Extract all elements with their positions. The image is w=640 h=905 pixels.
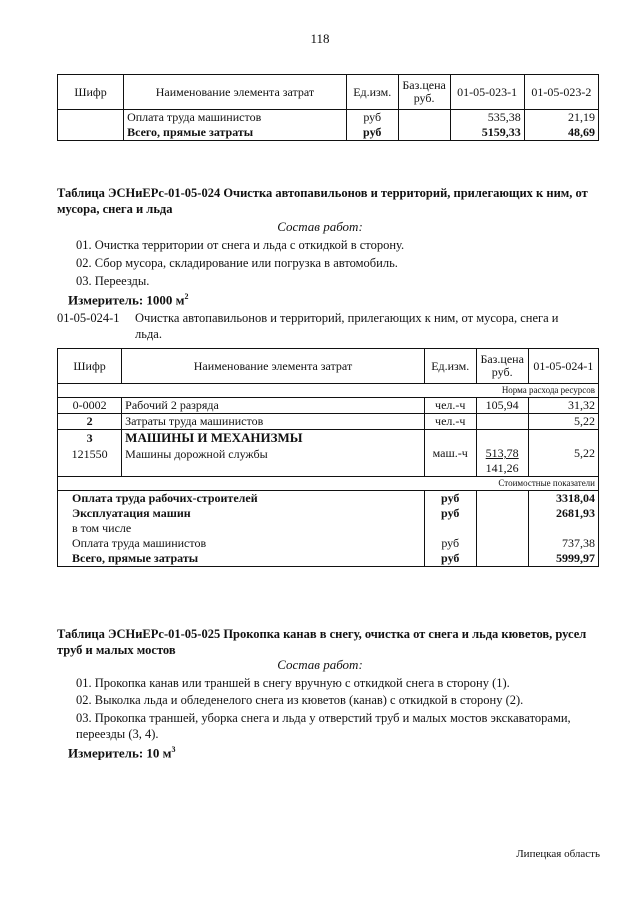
col-header: Баз.цена руб.: [476, 349, 528, 384]
table-row: в том числе: [58, 521, 599, 536]
section-title-024: Таблица ЭСНиЕРс-01-05-024 Очистка автопавильонов и территорий, прилегающих к ним, от мусора, снега и льда: [57, 186, 588, 216]
col-header: Шифр: [58, 349, 122, 384]
col-header: 01-05-023-1: [450, 75, 524, 110]
col-header: 01-05-023-2: [524, 75, 598, 110]
cost-table-023: [57, 74, 599, 141]
cost-label: Стоимостные показатели: [58, 477, 599, 491]
table-row: 2 Затраты труда машинистов чел.-ч 5,22: [58, 414, 599, 430]
table-row: 3 121550 МАШИНЫ И МЕХАНИЗМЫ Машины дорожной службы маш.-ч 513,78 141,26 5,22: [58, 430, 599, 477]
work-item: 01. Прокопка канав или траншей в снегу вручную с откидкой снега в сторону (1).: [76, 676, 510, 690]
resource-table-024: [57, 348, 599, 567]
work-item: 03. Переезды.: [76, 274, 150, 288]
table-row: Всего, прямые затраты руб 5999,97: [58, 551, 599, 567]
region-footer: Липецкая область: [516, 848, 600, 860]
norm-description: Очистка автопавильонов и территорий, прилегающих к ним, от мусора, снега и льда.: [135, 311, 559, 341]
work-composition-label: Состав работ:: [277, 219, 363, 234]
work-item: 02. Сбор мусора, складирование или погрузка в автомобиль.: [76, 256, 398, 270]
col-header: Наименование элемента затрат: [124, 75, 347, 110]
work-item: 01. Очистка территории от снега и льда с откидкой в сторону.: [76, 238, 405, 252]
work-item: 03. Прокопка траншей, уборка снега и льда у отверстий труб и малых мостов экскаваторами, переезды (3, 4).: [76, 711, 571, 741]
page-number: 118: [310, 31, 330, 46]
norm-code: 01-05-024-1: [57, 311, 120, 325]
table-row: Оплата труда рабочих-строителей руб 3318,04: [58, 491, 599, 507]
measure-unit: Измеритель: 10 $м^3$: [68, 745, 176, 761]
col-header: Шифр: [58, 75, 124, 110]
table-row: Оплата труда машинистов руб 535,38 21,19: [58, 110, 599, 126]
work-composition-label: Состав работ:: [277, 657, 363, 672]
col-header: Баз.цена руб.: [398, 75, 450, 110]
measure-unit: Измеритель: 1000 $м^2$: [68, 292, 189, 308]
table-row: Всего, прямые затраты руб 5159,33 48,69: [58, 125, 599, 141]
col-header: Ед.изм.: [346, 75, 398, 110]
table-row: Оплата труда машинистов руб 737,38: [58, 536, 599, 551]
col-header: 01-05-024-1: [528, 349, 598, 384]
col-header: Наименование элемента затрат: [122, 349, 425, 384]
section-title-025: Таблица ЭСНиЕРс-01-05-025 Прокопка канав в снегу, очистка от снега и льда кюветов, русел труб и малых мостов: [57, 627, 587, 657]
work-item: 02. Выколка льда и обледенелого снега из кюветов (канав) с откидкой в сторону (2).: [76, 693, 524, 707]
table-row: 0-0002 Рабочий 2 разряда чел.-ч 105,94 31,32: [58, 398, 599, 414]
col-header: Ед.изм.: [424, 349, 476, 384]
norm-label: Норма расхода ресурсов: [58, 384, 599, 398]
table-row: Эксплуатация машин руб 2681,93: [58, 506, 599, 521]
